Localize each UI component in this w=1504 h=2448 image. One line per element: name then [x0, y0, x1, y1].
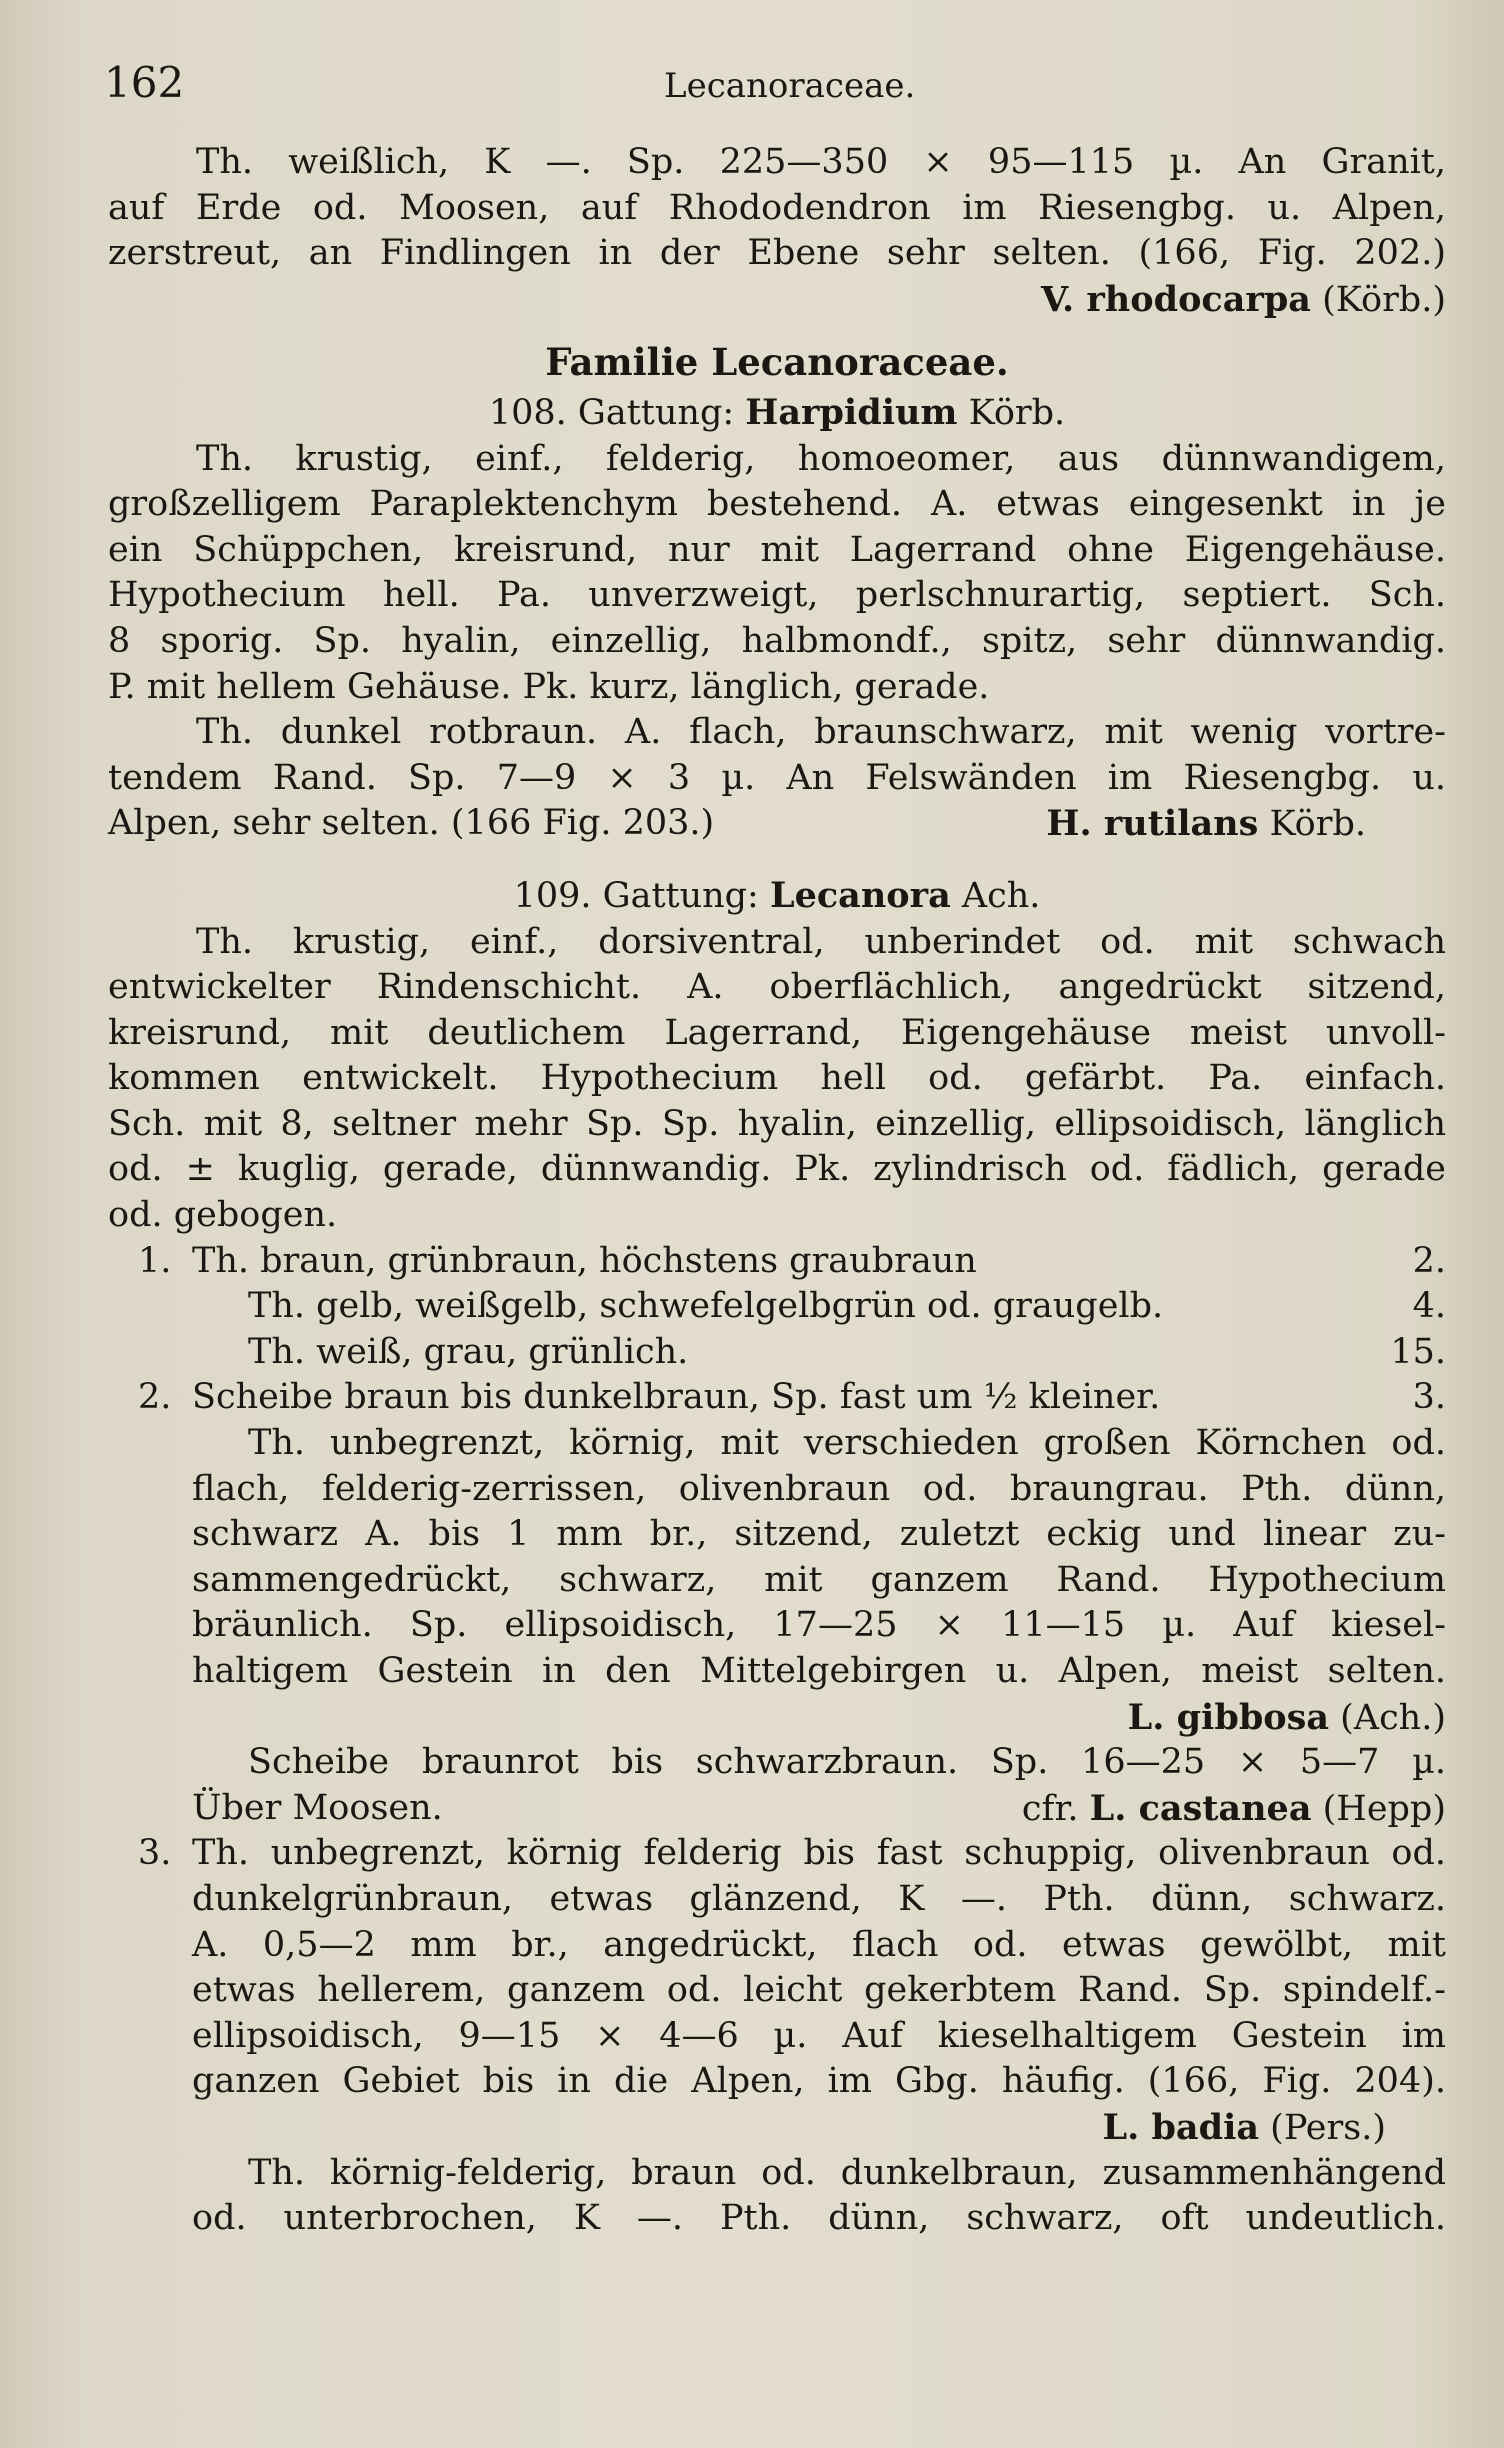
species-name: V. rhodocarpa (Körb.)	[1040, 278, 1446, 320]
species-name-row	[192, 2105, 1446, 2151]
text-line: od. ± kuglig, gerade, dünnwandig. Pk. zylindrisch od. fädlich, gerade	[108, 1149, 1446, 1190]
text-line: flach, felderig-zerrissen, olivenbraun od. braungrau. Pth. dünn,	[192, 1468, 1446, 1509]
key-text: Th. braun, grünbraun, höchstens graubraun	[192, 1240, 977, 1281]
text-line: Th. weißlich, K —. Sp. 225—350 × 95—115 µ. An Granit,	[196, 142, 1446, 182]
text-line: dunkelgrünbraun, etwas glänzend, K —. Pth. dünn, schwarz.	[192, 1878, 1446, 1919]
text-line: kommen entwickelt. Hypothecium hell od. gefärbt. Pa. einfach.	[108, 1058, 1446, 1099]
text-line: od. unterbrochen, K —. Pth. dünn, schwarz, oft undeutlich.	[192, 2198, 1446, 2239]
text-line: ellipsoidisch, 9—15 × 4—6 µ. Auf kieselhaltigem Gestein im	[192, 2015, 1446, 2056]
text-line: Th. unbegrenzt, körnig felderig bis fast schuppig, olivenbraun od.	[192, 1833, 1446, 1874]
key-text: Th. gelb, weißgelb, schwefelgelbgrün od. graugelb.	[248, 1286, 1164, 1327]
key-couplet-3a	[108, 1831, 1446, 2150]
text-line: haltigem Gestein in den Mittelgebirgen u. Alpen, meist selten.	[192, 1651, 1446, 1691]
species-name-row	[192, 1786, 1446, 1832]
page-number: 162	[104, 58, 185, 107]
species-name: L. badia (Pers.)	[1102, 2106, 1386, 2148]
text-line: ganzen Gebiet bis in die Alpen, im Gbg. häufig. (166, Fig. 204).	[192, 2061, 1446, 2102]
text-line: entwickelter Rindenschicht. A. oberflächlich, angedrückt sitzend,	[108, 967, 1446, 1008]
species-name: cfr. L. castanea (Hepp)	[1021, 1787, 1446, 1829]
genus-heading: 108. Gattung: Harpidium Körb.	[488, 391, 1066, 433]
key-couplet-2c	[108, 1740, 1446, 1831]
text-line: Th. dunkel rotbraun. A. flach, braunschwarz, mit wenig vortre-	[196, 712, 1446, 753]
genus-heading: 109. Gattung: Lecanora Ach.	[513, 874, 1041, 916]
key-reference: 2.	[1412, 1240, 1446, 1281]
species-name: L. gibbosa (Ach.)	[1127, 1696, 1446, 1738]
text-line: Alpen, sehr selten. (166 Fig. 203.)	[108, 803, 715, 844]
species-name-row	[192, 1695, 1446, 1741]
text-line: Th. unbegrenzt, körnig, mit verschieden großen Körnchen od.	[248, 1423, 1446, 1464]
text-line: großzelligem Paraplektenchym bestehend. A. etwas eingesenkt in je	[108, 484, 1446, 525]
text-line: Th. krustig, einf., felderig, homoeomer, aus dünnwandigem,	[196, 438, 1446, 479]
text-line: tendem Rand. Sp. 7—9 × 3 µ. An Felswänden im Riesengbg. u.	[108, 757, 1446, 798]
text-line: od. gebogen.	[108, 1195, 338, 1236]
page-header	[104, 58, 1384, 108]
key-number: 3.	[138, 1833, 172, 1874]
text-line: sammengedrückt, schwarz, mit ganzem Rand. Hypothecium	[192, 1559, 1446, 1600]
text-line: Th. körnig-felderig, braun od. dunkelbraun, zusammenhängend	[248, 2152, 1446, 2193]
key-number: 1.	[138, 1240, 172, 1281]
text-line: 8 sporig. Sp. hyalin, einzellig, halbmondf., spitz, sehr dünnwandig.	[108, 620, 1446, 661]
text-line: Hypothecium hell. Pa. unverzweigt, perlschnurartig, septiert. Sch.	[108, 575, 1446, 616]
text-line: Scheibe braunrot bis schwarzbraun. Sp. 16—25 × 5—7 µ.	[248, 1742, 1446, 1783]
text-line: kreisrund, mit deutlichem Lagerrand, Eigengehäuse meist unvoll-	[108, 1012, 1446, 1053]
key-couplet-2a	[108, 1375, 1446, 1421]
species-name-row	[108, 277, 1446, 323]
key-couplet-1b	[108, 1284, 1446, 1330]
text-line: Sch. mit 8, seltner mehr Sp. Sp. hyalin, einzellig, ellipsoidisch, länglich	[108, 1103, 1446, 1144]
text-line: bräunlich. Sp. ellipsoidisch, 17—25 × 11—15 µ. Auf kiesel-	[192, 1605, 1446, 1646]
key-reference: 15.	[1390, 1331, 1446, 1372]
key-number: 2.	[138, 1377, 172, 1418]
species-name: H. rutilans Körb.	[1046, 803, 1366, 845]
key-text: Scheibe braun bis dunkelbraun, Sp. fast um ½ kleiner.	[192, 1377, 1161, 1418]
key-couplet-2b	[108, 1421, 1446, 1740]
text-line: Th. krustig, einf., dorsiventral, unberindet od. mit schwach	[196, 921, 1446, 962]
key-reference: 4.	[1412, 1286, 1446, 1327]
species-name-row	[108, 801, 1446, 847]
key-couplet-3b	[108, 2151, 1446, 2242]
text-line: schwarz A. bis 1 mm br., sitzend, zuletzt eckig und linear zu-	[192, 1514, 1446, 1555]
key-couplet-1a	[108, 1239, 1446, 1285]
family-heading: Familie Lecanoraceae.	[545, 340, 1009, 385]
text-line: zerstreut, an Findlingen in der Ebene sehr selten. (166, Fig. 202.)	[108, 233, 1446, 274]
text-line: Über Moosen.	[192, 1787, 443, 1828]
key-couplet-1c	[108, 1330, 1446, 1376]
text-line: etwas hellerem, ganzem od. leicht gekerbtem Rand. Sp. spindelf.-	[192, 1970, 1446, 2011]
text-line: ein Schüppchen, kreisrund, nur mit Lagerrand ohne Eigengehäuse.	[108, 529, 1446, 570]
text-line: A. 0,5—2 mm br., angedrückt, flach od. etwas gewölbt, mit	[192, 1924, 1446, 1965]
text-line: P. mit hellem Gehäuse. Pk. kurz, länglich, gerade.	[108, 666, 990, 707]
key-text: Th. weiß, grau, grünlich.	[248, 1331, 689, 1372]
text-line: auf Erde od. Moosen, auf Rhododendron im Riesengbg. u. Alpen,	[108, 187, 1446, 228]
key-reference: 3.	[1412, 1377, 1446, 1418]
page-body	[108, 140, 1446, 2242]
running-head: Lecanoraceae.	[664, 66, 916, 106]
